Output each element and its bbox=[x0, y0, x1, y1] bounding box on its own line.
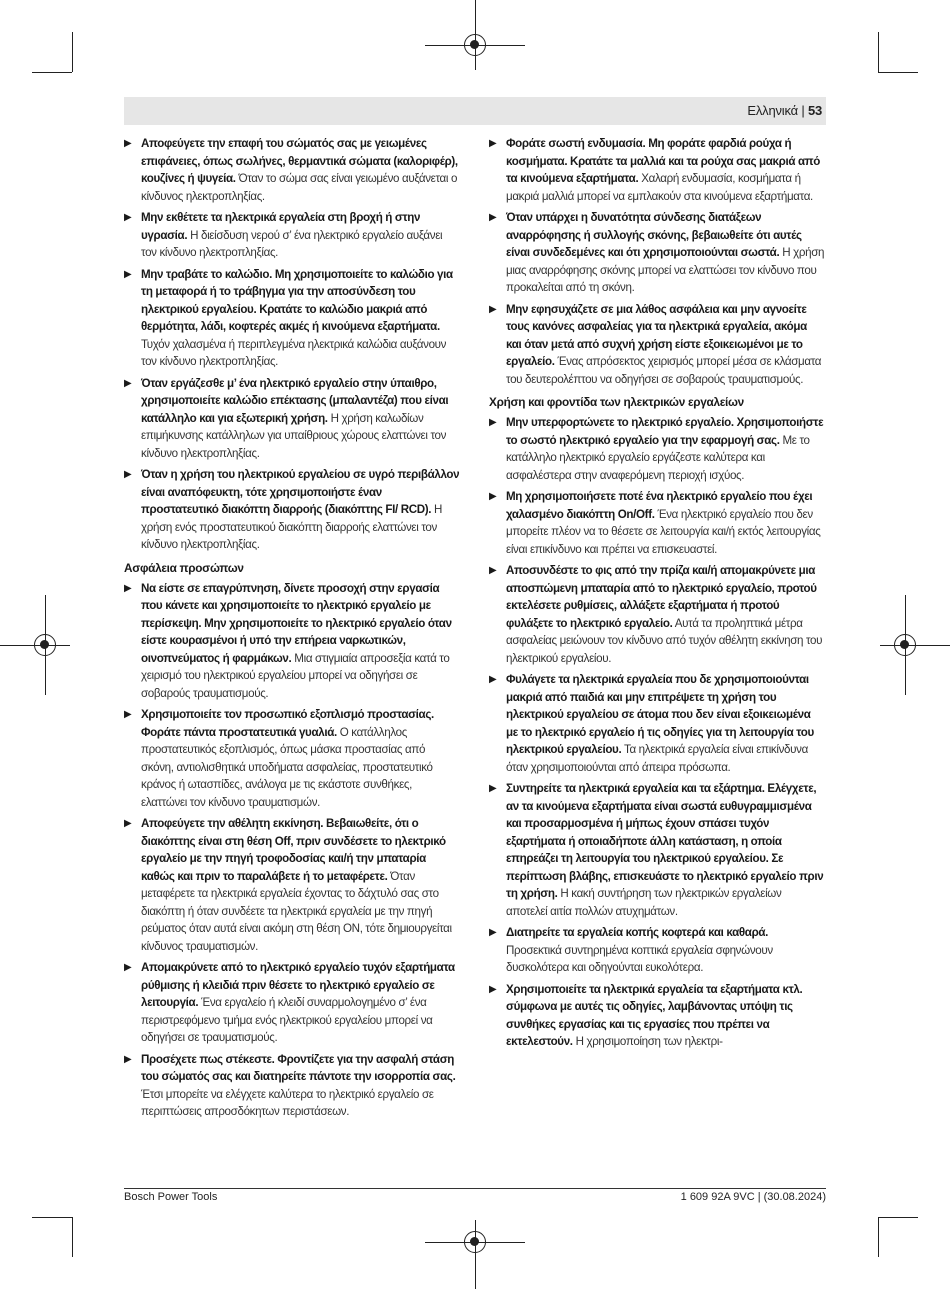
triangle-right-icon: ▶ bbox=[124, 212, 132, 223]
crop-mark-top-right-v bbox=[878, 32, 879, 72]
triangle-right-icon: ▶ bbox=[124, 1053, 132, 1065]
warning-bold-text: Μην τραβάτε το καλώδιο. Μη χρησιμοποιείτε το καλώδιο για τη μεταφορά ή το τράβηγμα για την αποσύνδεση του ηλεκτρικού εργαλείου. Κρατάτε το καλώδιο μακριά από θερμότητα, λάδι, κοφτερές ακμές ή κινούμενα εξαρτήματα. bbox=[141, 267, 453, 333]
warning-bold-text: Συντηρείτε τα ηλεκτρικά εργαλεία και τα εξάρτημα. Ελέγχετε, αν τα κινούμενα εξαρτήματα είναι σωστά ευθυγραμμισμένα και προσαρμοσμένα ή μήπως έχουν σπάσει τυχόν εξαρτήματα ή οποιαδήποτε άλλη κατάσταση, η οποία επηρεάζει τη λειτουργία του ηλεκτρικού εργαλείου. Σε περίπτωση βλάβης, επισκευάστε το ηλεκτρικό εργαλείο πριν τη χρήση. bbox=[506, 782, 824, 900]
warning-bold-text: Φοράτε σωστή ενδυμασία. Μη φοράτε φαρδιά ρούχα ή κοσμήματα. Κρατάτε τα μαλλιά και τα ρούχα σας μακριά από τα κινούμενα εξαρτήματα. bbox=[506, 137, 821, 185]
warning-bold-text: Φυλάγετε τα ηλεκτρικά εργαλεία που δε χρησιμοποιούνται μακριά από παιδιά και μην επιτρέψετε τη χρήση του ηλεκτρικού εργαλείου σε άτομα που δεν είναι εξοικειωμένα με το ηλεκτρικό εργαλείο ή τις οδηγίες για τη λειτουργία του ηλεκτρικού εργαλείου. bbox=[506, 673, 814, 756]
warning-bold-text: Αποσυνδέστε το φις από την πρίζα και/ή απομακρύνετε μια αποσπώμενη μπαταρία από το ηλεκτρικό εργαλείο, προτού εκτελέσετε ρυθμίσεις, αλλάξετε εξαρτήματα ή προτού φυλάξετε το ηλεκτρικό εργαλείο. bbox=[506, 564, 817, 630]
list-item bbox=[489, 414, 825, 484]
warning-bold-text: Χρησιμοποιείτε τον προσωπικό εξοπλισμό προστασίας. Φοράτε πάντα προστατευτικά γυαλιά. bbox=[141, 708, 434, 739]
left-items-a bbox=[124, 135, 460, 554]
list-item bbox=[489, 488, 825, 558]
registration-mark-icon bbox=[894, 634, 916, 656]
warning-bold-text: Όταν υπάρχει η δυνατότητα σύνδεσης διατάξεων αναρρόφησης ή συλλογής σκόνης, βεβαιωθείτε ότι αυτές είναι συνδεδεμένες και ότι χρησιμοποιούνται σωστά. bbox=[506, 211, 802, 259]
warning-bold-text: Μην εφησυχάζετε σε μια λάθος ασφάλεια και μην αγνοείτε τους κανόνες ασφαλείας για τα ηλεκτρικά εργαλεία, ακόμα και όταν μετά από συχνή χρήση είστε εξοικειωμένοι με το εργαλείο. bbox=[506, 302, 807, 368]
list-item bbox=[489, 981, 825, 1051]
triangle-right-icon: ▶ bbox=[124, 377, 132, 389]
crop-mark-bottom-left-v bbox=[72, 1217, 73, 1257]
section-title-tool-use-care: Χρήση και φροντίδα των ηλεκτρικών εργαλείων bbox=[489, 395, 744, 409]
warning-bold-text: Μην εκθέτετε τα ηλεκτρικά εργαλεία στη βροχή ή στην υγρασία. bbox=[141, 211, 421, 242]
triangle-right-icon: ▶ bbox=[124, 138, 132, 149]
warning-bold-text: Όταν η χρήση του ηλεκτρικού εργαλείου σε υγρό περιβάλλον είναι αναπόφευκτη, τότε χρησιμοποιήστε έναν προστατευτικό διακόπτη διαρροής (διακόπτης FI/ RCD). bbox=[141, 468, 460, 516]
crop-mark-top-right-h bbox=[878, 72, 918, 73]
warning-explanation-text: Η διείσδυση νερού σ’ ένα ηλεκτρικό εργαλείο αυξάνει τον κίνδυνο ηλεκτροπληξίας. bbox=[141, 228, 443, 259]
triangle-right-icon: ▶ bbox=[489, 138, 497, 149]
page-number: 53 bbox=[807, 103, 822, 118]
list-item bbox=[124, 706, 460, 811]
list-item bbox=[489, 562, 825, 667]
warning-explanation-text: Ο κατάλληλος προστατευτικός εξοπλισμός, όπως μάσκα προστασίας από σκόνη, αντιολισθητικά υποδήματα ασφαλείας, προστατευτικό κράνος ή ωτασπίδες, ανάλογα με τις εκάστοτε συνθήκες, ελαττώνει τον κίνδυνο τραυματισμών. bbox=[141, 725, 433, 809]
triangle-right-icon: ▶ bbox=[489, 674, 497, 685]
warning-explanation-text: Μια στιγμιαία απροσεξία κατά το χειρισμό του ηλεκτρικού εργαλείου μπορεί να οδηγήσει σε σοβαρούς τραυματισμούς. bbox=[141, 651, 450, 700]
list-item bbox=[489, 209, 825, 297]
warning-explanation-text: Τυχόν χαλασμένα ή περιπλεγμένα ηλεκτρικά καλώδια αυξάνουν τον κίνδυνο ηλεκτροπληξίας. bbox=[141, 337, 447, 368]
warning-explanation-text: Όταν μεταφέρετε τα ηλεκτρικά εργαλεία έχοντας το δάχτυλό σας στο διακόπτη ή όταν συνδέετε τα ηλεκτρικά εργαλεία με την πηγή ρεύματος όταν αυτά είναι ακόμη στη θέση ON, τότε δημιουργείται κίνδυνος τραυματισμών. bbox=[141, 869, 452, 953]
warning-bold-text: Μη χρησιμοποιήσετε ποτέ ένα ηλεκτρικό εργαλείο που έχει χαλασμένο διακόπτη On/Off. bbox=[506, 490, 813, 521]
triangle-right-icon: ▶ bbox=[124, 709, 132, 720]
registration-mark-icon bbox=[464, 1231, 486, 1253]
warning-bold-text: Αποφεύγετε την αθέλητη εκκίνηση. Βεβαιωθείτε, ότι ο διακόπτης είναι στη θέση Off, πριν συνδέσετε το ηλεκτρικό εργαλείο με την πηγή τροφοδοσίας και/ή την μπαταρία καθώς και πριν το παραλάβετε ή το μεταφέρετε. bbox=[141, 817, 446, 883]
registration-mark-icon bbox=[464, 34, 486, 56]
list-item bbox=[124, 1051, 460, 1121]
warning-explanation-text: Ένα εργαλείο ή κλειδί συναρμολογημένο σ’ ένα περιστρεφόμενο τμήμα ενός ηλεκτρικού εργαλείου μπορεί να οδηγήσει σε τραυματισμούς. bbox=[141, 996, 433, 1044]
triangle-right-icon: ▶ bbox=[124, 469, 132, 480]
warning-bold-text: Όταν εργάζεσθε μ’ ένα ηλεκτρικό εργαλείο στην ύπαιθρο, χρησιμοποιείτε καλώδιο επέκτασης (μπαλαντέζα) που είναι κατάλληλο και για εξωτερική χρήση. bbox=[141, 376, 449, 425]
list-item bbox=[124, 466, 460, 554]
crop-mark-bottom-right-v bbox=[878, 1217, 879, 1257]
triangle-right-icon: ▶ bbox=[124, 818, 132, 829]
warning-explanation-text: Η κακή συντήρηση των ηλεκτρικών εργαλείων αποτελεί αιτία πολλών ατυχημάτων. bbox=[506, 887, 782, 918]
list-item bbox=[124, 375, 460, 463]
list-item bbox=[489, 135, 825, 205]
triangle-right-icon: ▶ bbox=[489, 983, 497, 995]
footer-doc-id: 1 609 92A 9VC | (30.08.2024) bbox=[680, 1191, 826, 1203]
warning-bold-text: Προσέχετε πως στέκεστε. Φροντίζετε για την ασφαλή στάση του σώματός σας και διατηρείτε πάντοτε την ισορροπία σας. bbox=[141, 1052, 456, 1083]
crop-mark-bottom-right-h bbox=[878, 1217, 918, 1218]
section-title-personal-safety: Ασφάλεια προσώπων bbox=[124, 560, 244, 575]
warning-explanation-text: Η χρήση καλωδίων επιμήκυνσης κατάλληλων για υπαίθριους χώρους ελαττώνει τον κίνδυνο ηλεκτροπληξίας. bbox=[141, 411, 447, 460]
warning-explanation-text: Ένας απρόσεκτος χειρισμός μπορεί μέσα σε κλάσματα του δευτερολέπτου να οδηγήσει σε σοβαρούς τραυματισμούς. bbox=[506, 355, 822, 386]
warning-explanation-text: Προσεκτικά συντηρημένα κοπτικά εργαλεία σφηνώνουν δυσκολότερα και οδηγούνται ευκολότερα. bbox=[506, 943, 773, 974]
list-item bbox=[489, 780, 825, 920]
list-item bbox=[489, 671, 825, 776]
header-language: Ελληνικά | bbox=[747, 103, 805, 118]
list-item bbox=[489, 924, 825, 977]
triangle-right-icon: ▶ bbox=[489, 927, 497, 938]
warning-explanation-text: Αυτά τα προληπτικά μέτρα ασφαλείας μειώνουν τον κίνδυνο από τυχόν αθέλητη εκκίνηση του ηλεκτρικού εργαλείου. bbox=[506, 616, 823, 665]
warning-explanation-text: Όταν το σώμα σας είναι γειωμένο αυξάνεται ο κίνδυνος ηλεκτροπληξίας. bbox=[141, 172, 458, 203]
triangle-right-icon: ▶ bbox=[489, 783, 497, 794]
crop-mark-top-left-v bbox=[72, 32, 73, 72]
warning-bold-text: Αποφεύγετε την επαφή του σώματός σας με γειωμένες επιφάνειες, όπως σωλήνες, θερμαντικά σώματα (καλοριφέρ), κουζίνες ή ψυγεία. bbox=[141, 137, 458, 185]
left-items-b bbox=[124, 580, 460, 1121]
crop-mark-bottom-left-h bbox=[32, 1217, 72, 1218]
list-item bbox=[124, 815, 460, 955]
triangle-right-icon: ▶ bbox=[489, 417, 497, 428]
left-column bbox=[124, 135, 460, 1125]
list-item bbox=[124, 959, 460, 1047]
warning-bold-text: Απομακρύνετε από το ηλεκτρικό εργαλείο τυχόν εξαρτήματα ρύθμισης ή κλειδιά πριν θέσετε το ηλεκτρικό εργαλείο σε λειτουργία. bbox=[141, 961, 455, 1009]
warning-explanation-text: Έτσι μπορείτε να ελέγχετε καλύτερα το ηλεκτρικό εργαλείο σε περιπτώσεις απροσδόκητων περιστάσεων. bbox=[141, 1087, 434, 1118]
warning-explanation-text: Ένα ηλεκτρικό εργαλείο που δεν μπορείτε πλέον να το θέσετε σε λειτουργία και/ή εκτός λειτουργίας είναι επικίνδυνο και πρέπει να επισκευαστεί. bbox=[506, 507, 821, 556]
footer-rule bbox=[124, 1188, 826, 1189]
warning-explanation-text: Τα ηλεκτρικά εργαλεία είναι επικίνδυνα όταν χρησιμοποιούνται από άπειρα πρόσωπα. bbox=[506, 743, 808, 774]
registration-mark-icon bbox=[34, 634, 56, 656]
triangle-right-icon: ▶ bbox=[489, 303, 497, 315]
warning-explanation-text: Η χρήση μιας αναρρόφησης σκόνης μπορεί να ελαττώσει τον κίνδυνο που προκαλείται από τη σκόνη. bbox=[506, 246, 825, 294]
list-item bbox=[489, 301, 825, 389]
warning-explanation-text: Η χρήση ενός προστατευτικού διακόπτη διαρροής ελαττώνει τον κίνδυνο ηλεκτροπληξίας. bbox=[141, 503, 443, 551]
footer-brand: Bosch Power Tools bbox=[124, 1191, 218, 1203]
right-items-a bbox=[489, 135, 825, 388]
warning-bold-text: Μην υπερφορτώνετε το ηλεκτρικό εργαλείο. Χρησιμοποιήστε το σωστό ηλεκτρικό εργαλείο για την εφαρμογή σας. bbox=[506, 416, 824, 447]
list-item bbox=[124, 580, 460, 703]
warning-explanation-text: Με το κατάλληλο ηλεκτρικό εργαλείο εργάζεστε καλύτερα και ασφαλέστερα στην αναφερόμενη περιοχή ισχύος. bbox=[506, 433, 810, 482]
triangle-right-icon: ▶ bbox=[124, 962, 132, 973]
warning-bold-text: Χρησιμοποιείτε τα ηλεκτρικά εργαλεία τα εξαρτήματα κτλ. σύμφωνα με αυτές τις οδηγίες, λαμβάνοντας υπόψη τις συνθήκες εργασίας και τις εργασίες που πρέπει να εκτελεστούν. bbox=[506, 982, 803, 1048]
right-items-b bbox=[489, 414, 825, 1051]
triangle-right-icon: ▶ bbox=[124, 268, 132, 280]
warning-bold-text: Να είστε σε επαγρύπνηση, δίνετε προσοχή στην εργασία που κάνετε και χρησιμοποιείτε το ηλεκτρικό εργαλείο με περίσκεψη. Μην χρησιμοποιείτε το ηλεκτρικό εργαλείο όταν είστε κουρασμένοι ή υπό την επήρεια ναρκωτικών, οινοπνεύματος ή φαρμάκων. bbox=[141, 581, 452, 665]
right-column bbox=[489, 135, 825, 1055]
page-header bbox=[747, 103, 822, 118]
list-item bbox=[124, 266, 460, 371]
list-item bbox=[124, 209, 460, 262]
triangle-right-icon: ▶ bbox=[124, 582, 132, 594]
list-item bbox=[124, 135, 460, 205]
triangle-right-icon: ▶ bbox=[489, 212, 497, 223]
warning-explanation-text: Χαλαρή ενδυμασία, κοσμήματα ή μακριά μαλλιά μπορεί να εμπλακούν στα κινούμενα εξαρτήματα. bbox=[506, 172, 813, 203]
crop-mark-top-left-h bbox=[32, 72, 72, 73]
header-bar bbox=[124, 97, 826, 125]
warning-explanation-text: Η χρησιμοποίηση των ηλεκτρι- bbox=[575, 1035, 723, 1048]
triangle-right-icon: ▶ bbox=[489, 565, 497, 576]
warning-bold-text: Διατηρείτε τα εργαλεία κοπής κοφτερά και καθαρά. bbox=[506, 926, 769, 939]
triangle-right-icon: ▶ bbox=[489, 491, 497, 502]
